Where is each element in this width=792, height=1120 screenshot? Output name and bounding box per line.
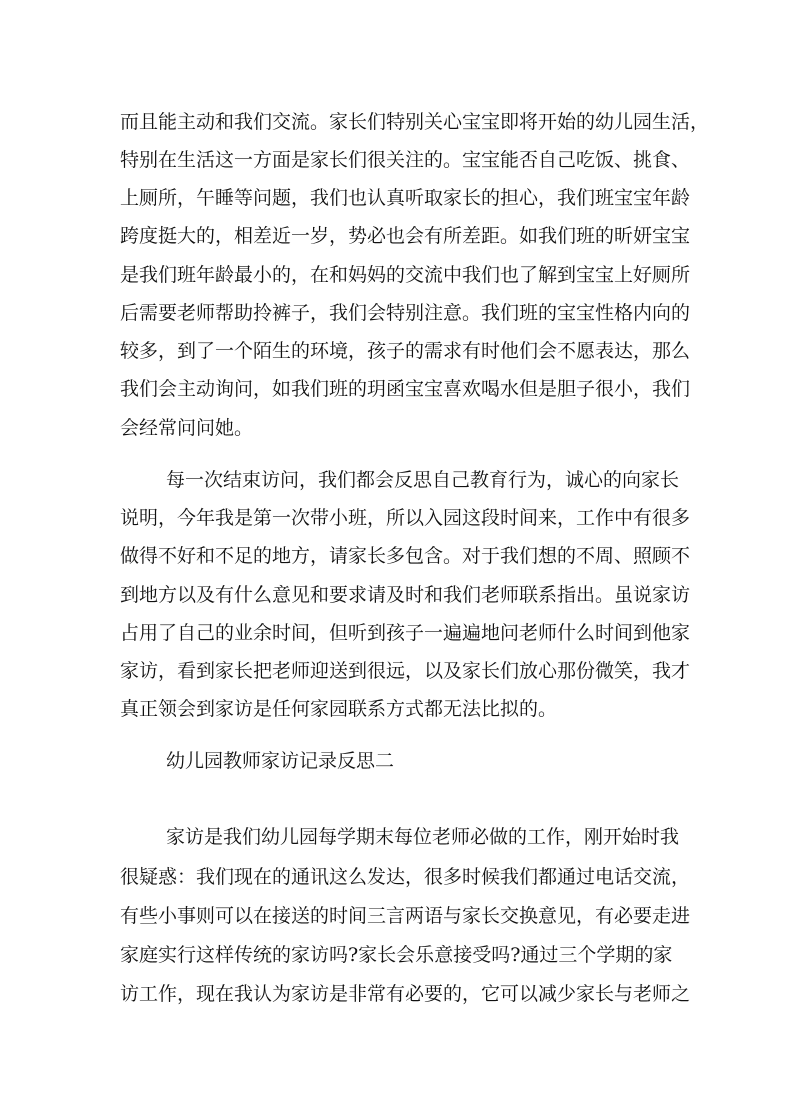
paragraph-3-line-3: 有些小事则可以在接送的时间三言两语与家长交换意见，有必要走进 [120, 905, 691, 927]
paragraph-1-line-4: 跨度挺大的，相差近一岁，势必也会有所差距。如我们班的昕妍宝宝 [120, 225, 691, 247]
paragraph-1-line-5: 是我们班年龄最小的，在和妈妈的交流中我们也了解到宝宝上好厕所 [120, 264, 691, 286]
paragraph-3-line-4: 家庭实行这样传统的家访吗?家长会乐意接受吗?通过三个学期的家 [120, 944, 673, 966]
section-heading: 幼儿园教师家访记录反思二 [166, 750, 395, 772]
paragraph-2-line-7: 真正领会到家访是任何家园联系方式都无法比拟的。 [120, 698, 558, 720]
paragraph-2-line-5: 占用了自己的业余时间，但听到孩子一遍遍地问老师什么时间到他家 [120, 622, 691, 644]
paragraph-1-line-6: 后需要老师帮助拎裤子，我们会特别注意。我们班的宝宝性格内向的 [120, 302, 691, 324]
paragraph-2-line-6: 家访，看到家长把老师迎送到很远，以及家长们放心那份微笑，我才 [120, 660, 691, 682]
paragraph-3-line-2: 很疑惑：我们现在的通讯这么发达，很多时候我们都通过电话交流， [120, 866, 691, 888]
paragraph-1-line-7: 较多，到了一个陌生的环境，孩子的需求有时他们会不愿表达，那么 [120, 340, 691, 362]
paragraph-1-line-3: 上厕所，午睡等问题，我们也认真听取家长的担心，我们班宝宝年龄 [120, 187, 691, 209]
paragraph-1-line-1: 而且能主动和我们交流。家长们特别关心宝宝即将开始的幼儿园生活， [120, 111, 710, 133]
paragraph-1-line-2: 特别在生活这一方面是家长们很关注的。宝宝能否自己吃饭、挑食、 [120, 149, 691, 171]
paragraph-2-line-4: 到地方以及有什么意见和要求请及时和我们老师联系指出。虽说家访 [120, 584, 691, 606]
paragraph-2-line-2: 说明，今年我是第一次带小班，所以入园这段时间来，工作中有很多 [120, 507, 691, 529]
paragraph-3-line-5: 访工作，现在我认为家访是非常有必要的，它可以减少家长与老师之 [120, 983, 691, 1005]
paragraph-1-line-9: 会经常问问她。 [120, 417, 254, 439]
paragraph-2-line-1: 每一次结束访问，我们都会反思自己教育行为，诚心的向家长 [166, 469, 680, 491]
paragraph-1-line-8: 我们会主动询问，如我们班的玥函宝宝喜欢喝水但是胆子很小，我们 [120, 378, 691, 400]
paragraph-2-line-3: 做得不好和不足的地方，请家长多包含。对于我们想的不周、照顾不 [120, 545, 691, 567]
paragraph-3-line-1: 家访是我们幼儿园每学期末每位老师必做的工作，刚开始时我 [166, 826, 680, 848]
